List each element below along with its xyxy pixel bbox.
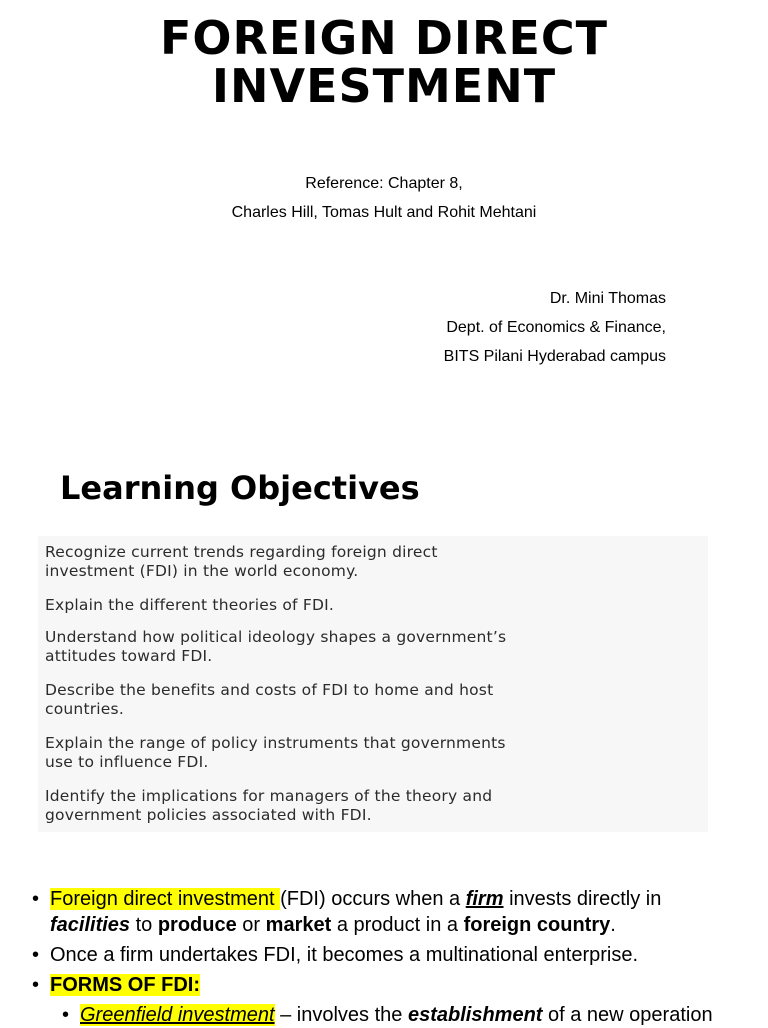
emphasis-foreign-country: foreign country [463,914,611,936]
objective-item [45,628,705,666]
bullet-dot-icon: • [32,944,40,966]
objective-item [45,681,705,719]
text-run: (FDI) occurs when a [280,888,466,910]
highlight-fdi-term: Foreign direct investment [50,888,281,910]
objective-line: Explain the different theories of FDI. [45,596,334,614]
objective-item [45,787,705,825]
fdi-bullet-list [32,886,752,1028]
text-run: Once a firm undertakes FDI, it becomes a multinational enterprise. [50,944,639,966]
objective-item [45,543,705,581]
objective-line: government policies associated with FDI. [45,806,372,824]
text-run: to [130,914,158,936]
reference-line-1: Reference: Chapter 8, [305,175,463,192]
emphasis-firm: firm [465,888,504,910]
objective-line: Recognize current trends regarding foreign direct [45,543,438,561]
text-run: or [236,914,266,936]
text-run: invests directly in [503,888,662,910]
bullet-dot-icon: • [62,1004,70,1026]
objective-line: use to influence FDI. [45,753,209,771]
learning-objectives-list [38,536,708,832]
objective-item [45,734,705,772]
text-run: . [610,914,616,936]
emphasis-establishment: establishment [407,1004,543,1026]
author-name: Dr. Mini Thomas [549,290,666,307]
emphasis-produce: produce [157,914,237,936]
text-run: a product in a [331,914,464,936]
objective-line: Identify the implications for managers of the theory and [45,787,493,805]
title-line-2: INVESTMENT [211,59,557,113]
objective-line: countries. [45,700,124,718]
objective-line: investment (FDI) in the world economy. [45,562,359,580]
author-campus: BITS Pilani Hyderabad campus [443,348,666,365]
objective-line: Explain the range of policy instruments that governments [45,734,506,752]
author-dept: Dept. of Economics & Finance, [446,319,666,336]
bullet-greenfield [32,1002,752,1028]
bullet-dot-icon: • [32,888,40,910]
bullet-multinational [32,942,752,968]
objective-line: Understand how political ideology shapes a government’s [45,628,507,646]
title-line-1: FOREIGN DIRECT [159,11,609,65]
text-run: of a new operation [542,1004,713,1026]
objective-line: Describe the benefits and costs of FDI to home and host [45,681,494,699]
forms-of-fdi-label: FORMS OF FDI: [50,974,200,996]
bullet-dot-icon: • [32,974,40,996]
text-run: – involves the [274,1004,408,1026]
emphasis-facilities: facilities [50,914,131,936]
learning-objectives-heading: Learning Objectives [60,469,420,507]
objective-line: attitudes toward FDI. [45,647,213,665]
bullet-forms-of-fdi [32,972,752,998]
slide-title [0,11,768,113]
emphasis-market: market [265,914,332,936]
greenfield-term: Greenfield investment [80,1004,275,1026]
reference-line-2: Charles Hill, Tomas Hult and Rohit Mehtani [231,204,537,221]
objective-item [45,596,705,615]
bullet-fdi-definition [32,886,752,938]
